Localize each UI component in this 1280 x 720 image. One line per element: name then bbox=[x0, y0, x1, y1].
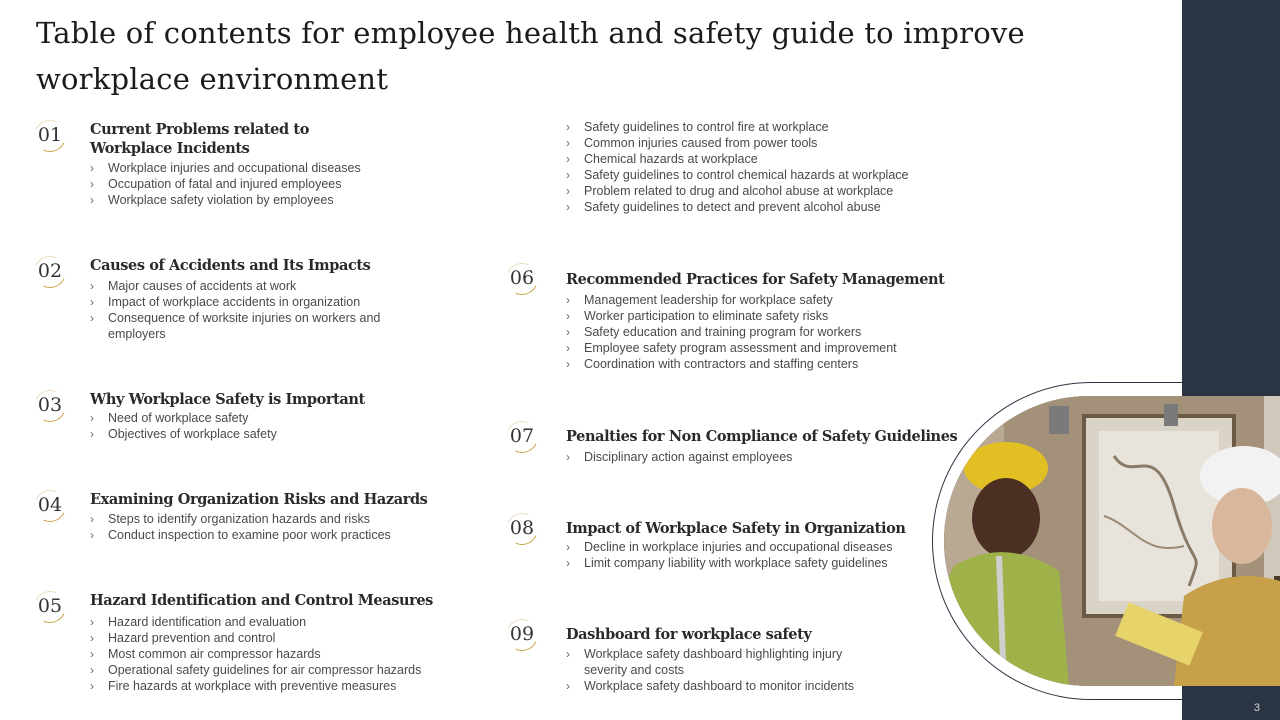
list-item: › Limit company liability with workplace safety guidelines bbox=[566, 555, 966, 571]
section-number: 06 bbox=[509, 267, 535, 289]
section-title: Recommended Practices for Safety Management bbox=[566, 271, 945, 288]
list-item: › Major causes of accidents at work bbox=[90, 278, 410, 294]
list-item: › Safety guidelines to detect and prevent alcohol abuse bbox=[566, 199, 966, 215]
list-item: › Need of workplace safety bbox=[90, 410, 470, 426]
section-title: Hazard Identification and Control Measures bbox=[90, 592, 433, 609]
section-items bbox=[90, 160, 470, 208]
section-items bbox=[90, 410, 470, 442]
list-item: › Objectives of workplace safety bbox=[90, 426, 470, 442]
section-number: 01 bbox=[37, 124, 63, 146]
list-item: › Problem related to drug and alcohol abuse at workplace bbox=[566, 183, 966, 199]
list-item: › Common injuries caused from power tools bbox=[566, 135, 966, 151]
workers-inspection-photo bbox=[944, 396, 1280, 686]
section-title: Causes of Accidents and Its Impacts bbox=[90, 257, 371, 274]
list-item: › Steps to identify organization hazards and risks bbox=[90, 511, 470, 527]
section-items bbox=[90, 614, 470, 694]
list-item: › Workplace injuries and occupational diseases bbox=[90, 160, 470, 176]
section-items bbox=[566, 119, 966, 215]
slide-title: Table of contents for employee health and safety guide to improve workplace environment bbox=[36, 16, 1025, 96]
section-title: Why Workplace Safety is Important bbox=[90, 391, 365, 408]
section-items bbox=[90, 511, 470, 543]
list-item: › Most common air compressor hazards bbox=[90, 646, 470, 662]
list-item: › Disciplinary action against employees bbox=[566, 449, 966, 465]
section-number: 04 bbox=[37, 494, 63, 516]
list-item: › Decline in workplace injuries and occupational diseases bbox=[566, 539, 966, 555]
list-item: › Hazard prevention and control bbox=[90, 630, 470, 646]
list-item: › Consequence of worksite injuries on workers and employers bbox=[90, 310, 410, 342]
section-items bbox=[566, 292, 966, 372]
list-item: › Occupation of fatal and injured employees bbox=[90, 176, 470, 192]
section-title: Current Problems related to Workplace Incidents bbox=[90, 121, 309, 157]
list-item: › Safety guidelines to control fire at workplace bbox=[566, 119, 966, 135]
list-item: › Conduct inspection to examine poor work practices bbox=[90, 527, 470, 543]
section-title: Impact of Workplace Safety in Organization bbox=[566, 520, 906, 537]
photo-illustration bbox=[944, 396, 1280, 686]
list-item: › Fire hazards at workplace with preventive measures bbox=[90, 678, 470, 694]
section-number: 08 bbox=[509, 517, 535, 539]
section-items bbox=[566, 646, 866, 694]
list-item: › Safety guidelines to control chemical hazards at workplace bbox=[566, 167, 966, 183]
section-items bbox=[90, 278, 410, 342]
list-item: › Operational safety guidelines for air compressor hazards bbox=[90, 662, 470, 678]
section-number: 09 bbox=[509, 623, 535, 645]
list-item: › Employee safety program assessment and improvement bbox=[566, 340, 966, 356]
page-number: 3 bbox=[1253, 702, 1260, 714]
list-item: › Management leadership for workplace safety bbox=[566, 292, 966, 308]
section-title: Dashboard for workplace safety bbox=[566, 626, 812, 643]
section-number: 02 bbox=[37, 260, 63, 282]
list-item: › Chemical hazards at workplace bbox=[566, 151, 966, 167]
list-item: › Workplace safety dashboard to monitor incidents bbox=[566, 678, 866, 694]
list-item: › Worker participation to eliminate safety risks bbox=[566, 308, 966, 324]
list-item: › Safety education and training program for workers bbox=[566, 324, 966, 340]
section-number: 03 bbox=[37, 394, 63, 416]
section-title: Examining Organization Risks and Hazards bbox=[90, 491, 428, 508]
section-number: 07 bbox=[509, 425, 535, 447]
list-item: › Impact of workplace accidents in organization bbox=[90, 294, 410, 310]
list-item: › Hazard identification and evaluation bbox=[90, 614, 470, 630]
section-items bbox=[566, 449, 966, 465]
section-items bbox=[566, 539, 966, 571]
list-item: › Coordination with contractors and staffing centers bbox=[566, 356, 966, 372]
section-number: 05 bbox=[37, 595, 63, 617]
list-item: › Workplace safety violation by employees bbox=[90, 192, 470, 208]
list-item: › Workplace safety dashboard highlighting injury severity and costs bbox=[566, 646, 866, 678]
section-title: Penalties for Non Compliance of Safety Guidelines bbox=[566, 428, 958, 445]
